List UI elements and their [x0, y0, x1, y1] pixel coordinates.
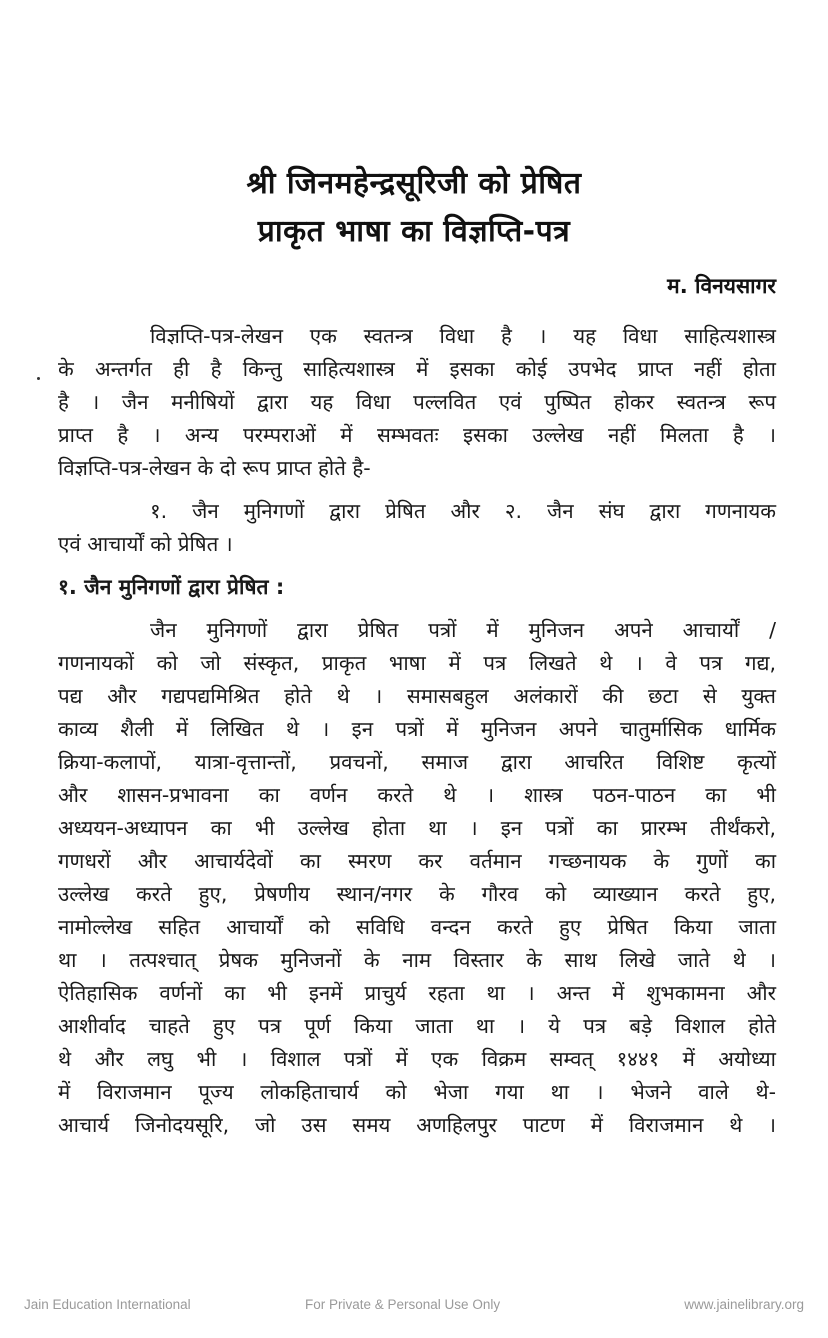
body-line [58, 845, 776, 878]
line-text: है । जैन मनीषियों द्वारा यह विधा पल्लवित एवं पुष्पित होकर स्वतन्त्र रूप [58, 390, 776, 414]
body-line [58, 1076, 776, 1109]
body-line [58, 779, 776, 812]
body-line [58, 713, 776, 746]
line-text: गणधरों और आचार्यदेवों का स्मरण कर वर्तमान गच्छनायक के गुणों का [58, 849, 776, 873]
line-text: जैन मुनिगणों द्वारा प्रेषित पत्रों में मुनिजन अपने आचार्यों / [150, 618, 776, 642]
line-text: में विराजमान पूज्य लोकहिताचार्य को भेजा गया था । भेजने वाले थे- [58, 1080, 776, 1104]
line-text: १. जैन मुनिगणों द्वारा प्रेषित और २. जैन संघ द्वारा गणनायक [150, 499, 776, 523]
line-text: एवं आचार्यों को प्रेषित । [58, 532, 233, 556]
body-line [58, 1043, 776, 1076]
line-text: उल्लेख करते हुए, प्रेषणीय स्थान/नगर के गौरव को व्याख्यान करते हुए, [58, 882, 776, 906]
body-line [58, 320, 776, 353]
body-line [58, 419, 776, 452]
article-title [0, 160, 828, 256]
line-text: था । तत्पश्चात् प्रेषक मुनिजनों के नाम विस्तार के साथ लिखे जाते थे । [58, 948, 776, 972]
line-text: नामोल्लेख सहित आचार्यों को सविधि वन्दन करते हुए प्रेषित किया जाता [58, 915, 776, 939]
line-text: गणनायकों को जो संस्कृत, प्राकृत भाषा में पत्र लिखते थे । वे पत्र गद्य, [58, 651, 776, 675]
body-line [58, 528, 776, 561]
author-name: म. विनयसागर [667, 274, 776, 298]
section-heading [58, 571, 776, 604]
footer-publisher: Jain Education International [24, 1297, 191, 1312]
body-line [58, 386, 776, 419]
body-line [58, 878, 776, 911]
body-line [58, 944, 776, 977]
line-text: क्रिया-कलापों, यात्रा-वृत्तान्तों, प्रवचनों, समाज द्वारा आचरित विशिष्ट कृत्यों [58, 750, 776, 774]
title-line-1: श्री जिनमहेन्द्रसूरिजी को प्रेषित [246, 166, 582, 201]
body-line [58, 614, 776, 647]
body-line [58, 495, 776, 528]
scan-speck [37, 377, 40, 380]
line-text: विज्ञप्ति-पत्र-लेखन एक स्वतन्त्र विधा है । यह विधा साहित्यशास्त्र [150, 324, 776, 348]
page-footer [0, 1297, 828, 1319]
body-line [58, 1109, 776, 1142]
line-text: प्राप्त है । अन्य परम्पराओं में सम्भवतः इसका उल्लेख नहीं मिलता है । [58, 423, 776, 447]
body-line [58, 812, 776, 845]
body-line [58, 680, 776, 713]
footer-usage-note: For Private & Personal Use Only [305, 1297, 501, 1312]
line-text: काव्य शैली में लिखित थे । इन पत्रों में मुनिजन अपने चातुर्मासिक धार्मिक [58, 717, 776, 741]
line-text: और शासन-प्रभावना का वर्णन करते थे । शास्त्र पठन-पाठन का भी [58, 783, 776, 807]
body-line [58, 353, 776, 386]
body-line [58, 647, 776, 680]
body-line [58, 746, 776, 779]
line-text: ऐतिहासिक वर्णनों का भी इनमें प्राचुर्य रहता था । अन्त में शुभकामना और [58, 981, 776, 1005]
line-text: अध्ययन-अध्यापन का भी उल्लेख होता था । इन पत्रों का प्रारम्भ तीर्थंकरो, [58, 816, 776, 840]
body-line [58, 911, 776, 944]
line-text: आशीर्वाद चाहते हुए पत्र पूर्ण किया जाता था । ये पत्र बड़े विशाल होते [58, 1014, 776, 1038]
footer-website-link[interactable]: www.jainelibrary.org [684, 1297, 804, 1312]
body-line [58, 977, 776, 1010]
line-text: १. जैन मुनिगणों द्वारा प्रेषित : [58, 575, 285, 599]
body-line [58, 1010, 776, 1043]
line-text: आचार्य जिनोदयसूरि, जो उस समय अणहिलपुर पाटण में विराजमान थे । [58, 1113, 776, 1137]
line-text: पद्य और गद्यपद्यमिश्रित होते थे । समासबहुल अलंकारों की छटा से युक्त [58, 684, 776, 708]
title-line-2: प्राकृत भाषा का विज्ञप्ति-पत्र [257, 214, 571, 249]
line-text: के अन्तर्गत ही है किन्तु साहित्यशास्त्र में इसका कोई उपभेद प्राप्त नहीं होता [58, 357, 776, 381]
line-text: विज्ञप्ति-पत्र-लेखन के दो रूप प्राप्त होते है- [58, 456, 371, 480]
line-text: थे और लघु भी । विशाल पत्रों में एक विक्रम सम्वत् १४४१ में अयोध्या [58, 1047, 776, 1071]
body-line [58, 452, 776, 485]
